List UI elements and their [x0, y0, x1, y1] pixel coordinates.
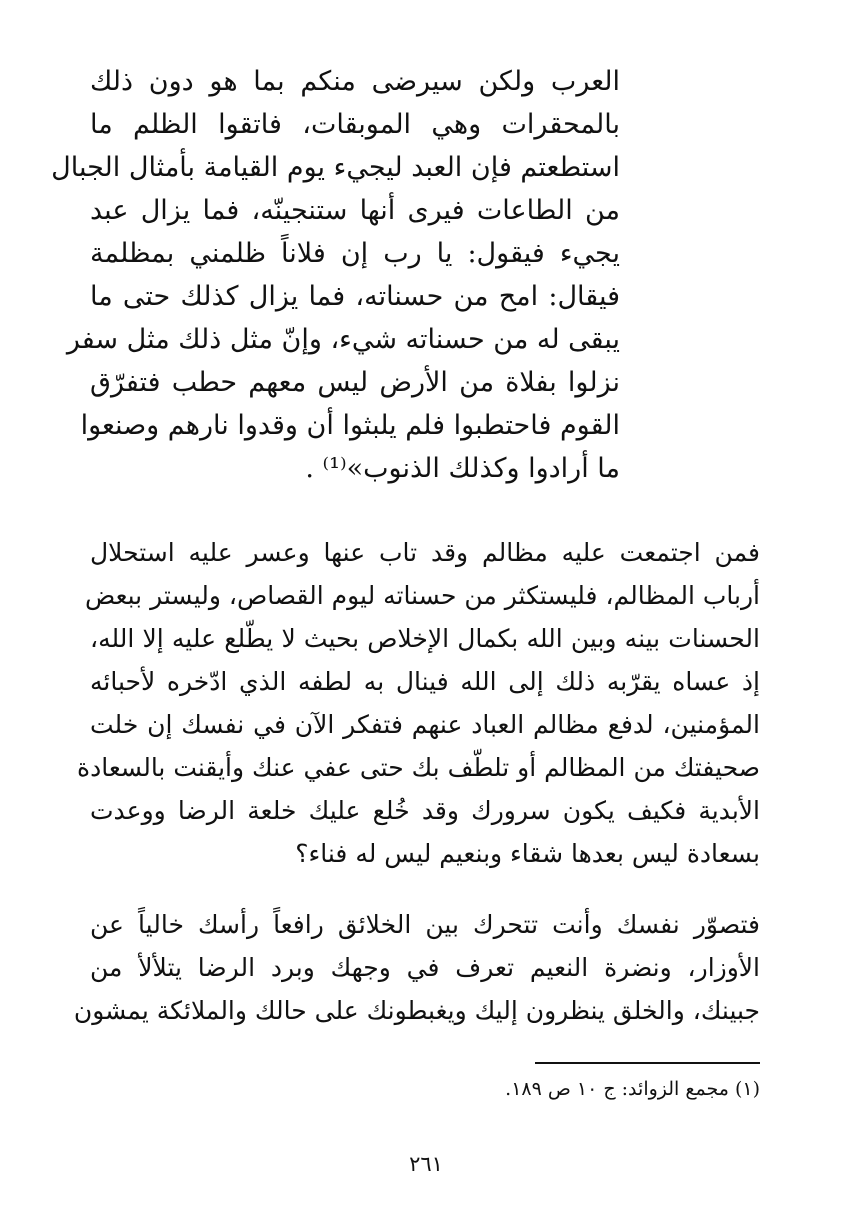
quote-line: يجيء فيقول: يا رب إن فلاناً ظلمني بمظلمة [90, 238, 620, 269]
footnote-divider [535, 1062, 760, 1064]
paragraph-line: جبينك، والخلق ينظرون إليك ويغبطونك على حالك والملائكة يمشون [73, 996, 760, 1025]
paragraph-line: صحيفتك من المظالم أو تلطّف بك حتى عفي عنك وأيقنت بالسعادة [76, 753, 760, 782]
paragraph-line: فمن اجتمعت عليه مظالم وقد تاب عنها وعسر عليه استحلال [90, 538, 760, 567]
paragraph-line: الأبدية فكيف يكون سرورك وقد خُلع عليك خلعة الرضا ووعدت [90, 796, 760, 825]
quote-line: فيقال: امح من حسناته، فما يزال كذلك حتى ما [90, 281, 620, 312]
footnote: (١) مجمع الزوائد: ج ١٠ ص ١٨٩. [505, 1078, 760, 1100]
paragraph-line: إذ عساه يقرّبه ذلك إلى الله فينال به لطفه الذي ادّخره لأحبائه [90, 667, 760, 696]
paragraph-line: فتصوّر نفسك وأنت تتحرك بين الخلائق رافعاً رأسك خالياً عن [90, 910, 760, 939]
quote-line: نزلوا بفلاة من الأرض ليس معهم حطب فتفرّق [90, 367, 620, 398]
quote-line: يبقى له من حسناته شيء، وإنّ مثل ذلك مثل سفر [66, 324, 620, 355]
quote-line: بالمحقرات وهي الموبقات، فاتقوا الظلم ما [90, 109, 620, 140]
paragraph-line: المؤمنين، لدفع مظالم العباد عنهم فتفكر الآن في نفسك إن خلت [90, 710, 760, 739]
page-number: ٢٦١ [409, 1152, 443, 1176]
quote-line: استطعتم فإن العبد ليجيء يوم القيامة بأمثال الجبال [51, 152, 620, 183]
quote-line: العرب ولكن سيرضى منكم بما هو دون ذلك [90, 66, 620, 97]
paragraph-line: بسعادة ليس بعدها شقاء وبنعيم ليس له فناء؟ [295, 839, 760, 868]
quote-line: ما أرادوا وكذلك الذنوب»⁽¹⁾ . [305, 453, 620, 484]
paragraph-line: الحسنات بينه وبين الله بكمال الإخلاص بحيث لا يطّلع عليه إلا الله، [90, 624, 760, 653]
paragraph-line: أرباب المظالم، فليستكثر من حسناته ليوم القصاص، وليستر ببعض [84, 581, 760, 610]
quote-line: القوم فاحتطبوا فلم يلبثوا أن وقدوا نارهم وصنعوا [80, 410, 620, 441]
paragraph-line: الأوزار، ونضرة النعيم تعرف في وجهك وبرد الرضا يتلألأ من [90, 953, 760, 982]
quote-line: من الطاعات فيرى أنها ستنجينّه، فما يزال عبد [90, 195, 620, 226]
